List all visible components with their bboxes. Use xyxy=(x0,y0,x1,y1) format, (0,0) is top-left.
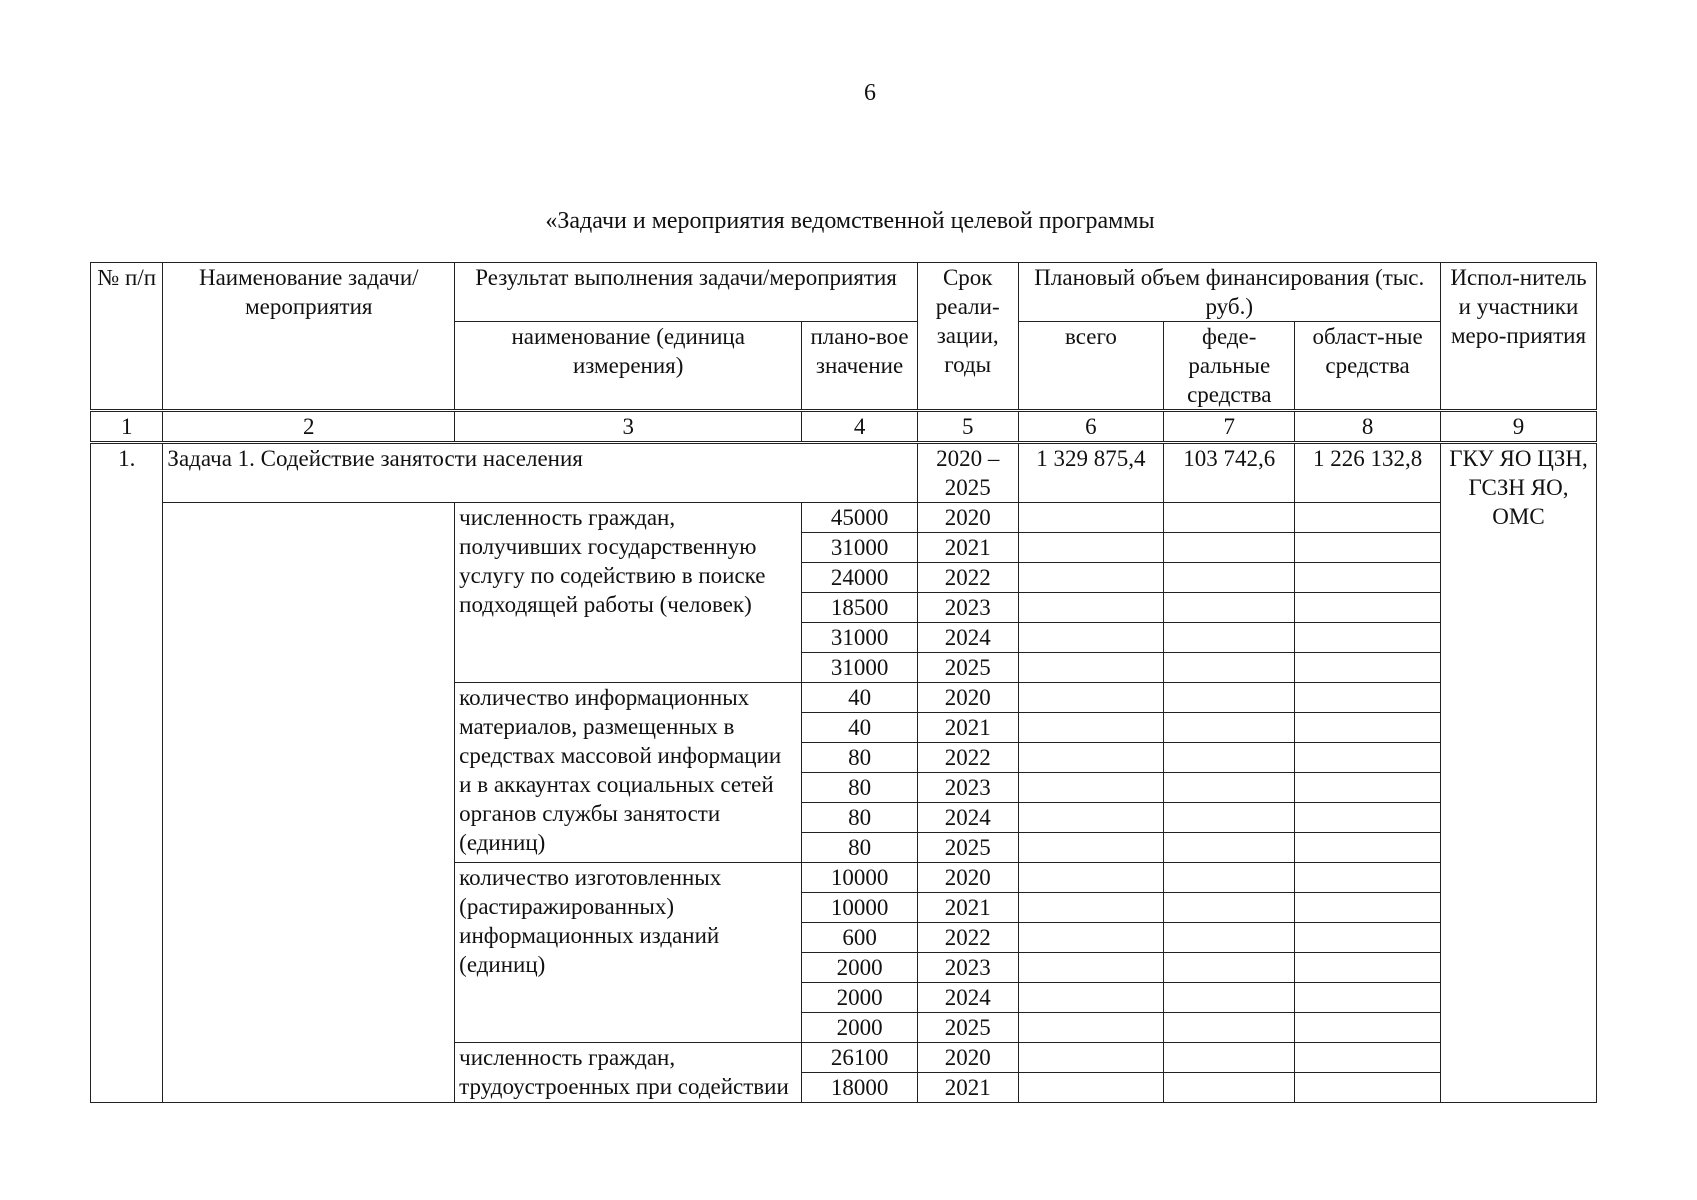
funding-total-empty xyxy=(1018,1043,1164,1073)
indicator-value: 24000 xyxy=(802,563,918,593)
indicator-year: 2021 xyxy=(917,533,1018,563)
funding-total-empty xyxy=(1018,713,1164,743)
indicator-value: 26100 xyxy=(802,1043,918,1073)
funding-regional-empty xyxy=(1295,893,1441,923)
task-term: 2020 – 2025 xyxy=(917,443,1018,503)
task-executor: ГКУ ЯО ЦЗН, ГСЗН ЯО, ОМС xyxy=(1441,443,1597,1103)
activity-name-empty xyxy=(163,503,455,1103)
indicator-value: 600 xyxy=(802,923,918,953)
funding-total-empty xyxy=(1018,863,1164,893)
funding-total-empty xyxy=(1018,1073,1164,1103)
funding-federal-empty xyxy=(1164,713,1295,743)
funding-federal-empty xyxy=(1164,653,1295,683)
indicator-year: 2020 xyxy=(917,863,1018,893)
header-no: № п/п xyxy=(91,263,163,411)
indicator-value: 10000 xyxy=(802,863,918,893)
funding-regional-empty xyxy=(1295,1043,1441,1073)
indicator-year: 2024 xyxy=(917,983,1018,1013)
funding-total-empty xyxy=(1018,803,1164,833)
funding-total-empty xyxy=(1018,623,1164,653)
task-number: 1. xyxy=(91,443,163,1103)
column-number: 8 xyxy=(1295,411,1441,443)
indicator-value: 80 xyxy=(802,773,918,803)
indicator-value: 31000 xyxy=(802,623,918,653)
indicator-value: 40 xyxy=(802,683,918,713)
task-total: 1 329 875,4 xyxy=(1018,443,1164,503)
indicator-year: 2025 xyxy=(917,1013,1018,1043)
indicator-year: 2022 xyxy=(917,563,1018,593)
indicator-year: 2023 xyxy=(917,593,1018,623)
column-number: 5 xyxy=(917,411,1018,443)
indicator-value: 10000 xyxy=(802,893,918,923)
column-number: 7 xyxy=(1164,411,1295,443)
indicator-value: 40 xyxy=(802,713,918,743)
funding-total-empty xyxy=(1018,1013,1164,1043)
indicator-year: 2021 xyxy=(917,1073,1018,1103)
funding-federal-empty xyxy=(1164,863,1295,893)
indicator-year: 2025 xyxy=(917,833,1018,863)
funding-regional-empty xyxy=(1295,983,1441,1013)
funding-federal-empty xyxy=(1164,923,1295,953)
funding-total-empty xyxy=(1018,743,1164,773)
indicator-value: 45000 xyxy=(802,503,918,533)
indicator-year: 2022 xyxy=(917,743,1018,773)
indicator-year: 2021 xyxy=(917,893,1018,923)
column-numbers-row xyxy=(91,411,1597,443)
funding-regional-empty xyxy=(1295,1073,1441,1103)
column-number: 2 xyxy=(163,411,455,443)
funding-total-empty xyxy=(1018,683,1164,713)
indicator-year: 2020 xyxy=(917,503,1018,533)
funding-regional-empty xyxy=(1295,1013,1441,1043)
funding-total-empty xyxy=(1018,533,1164,563)
funding-regional-empty xyxy=(1295,563,1441,593)
funding-federal-empty xyxy=(1164,833,1295,863)
header-result-name: наименование (единица измерения) xyxy=(455,322,802,411)
funding-regional-empty xyxy=(1295,863,1441,893)
funding-federal-empty xyxy=(1164,773,1295,803)
funding-regional-empty xyxy=(1295,803,1441,833)
funding-federal-empty xyxy=(1164,803,1295,833)
funding-federal-empty xyxy=(1164,953,1295,983)
indicator-value: 2000 xyxy=(802,1013,918,1043)
indicator-value: 18000 xyxy=(802,1073,918,1103)
funding-total-empty xyxy=(1018,983,1164,1013)
indicator-year: 2020 xyxy=(917,683,1018,713)
column-number: 3 xyxy=(455,411,802,443)
funding-federal-empty xyxy=(1164,893,1295,923)
task-name: Задача 1. Содействие занятости населения xyxy=(163,443,917,503)
indicator-year: 2021 xyxy=(917,713,1018,743)
funding-federal-empty xyxy=(1164,983,1295,1013)
task-row xyxy=(91,443,1597,503)
indicator-year: 2025 xyxy=(917,653,1018,683)
indicator-value: 18500 xyxy=(802,593,918,623)
funding-total-empty xyxy=(1018,923,1164,953)
header-federal: феде-ральные средства xyxy=(1164,322,1295,411)
task-federal: 103 742,6 xyxy=(1164,443,1295,503)
funding-regional-empty xyxy=(1295,623,1441,653)
funding-total-empty xyxy=(1018,593,1164,623)
header-planned-value: плано-вое значение xyxy=(802,322,918,411)
indicator-name: количество информационных материалов, размещенных в средствах массовой информации и в аккаунтах социальных сетей органов службы занятости (единиц) xyxy=(455,683,802,863)
funding-total-empty xyxy=(1018,893,1164,923)
funding-federal-empty xyxy=(1164,1013,1295,1043)
funding-total-empty xyxy=(1018,953,1164,983)
funding-total-empty xyxy=(1018,503,1164,533)
funding-total-empty xyxy=(1018,653,1164,683)
funding-federal-empty xyxy=(1164,683,1295,713)
funding-federal-empty xyxy=(1164,623,1295,653)
indicator-value: 2000 xyxy=(802,953,918,983)
indicator-name: численность граждан, трудоустроенных при содействии xyxy=(455,1043,802,1103)
header-total: всего xyxy=(1018,322,1164,411)
funding-federal-empty xyxy=(1164,503,1295,533)
funding-regional-empty xyxy=(1295,533,1441,563)
document-title: «Задачи и мероприятия ведомственной целевой программы xyxy=(545,208,1155,234)
funding-regional-empty xyxy=(1295,743,1441,773)
header-regional: област-ные средства xyxy=(1295,322,1441,411)
funding-federal-empty xyxy=(1164,533,1295,563)
program-table xyxy=(90,262,1597,1103)
indicator-year: 2022 xyxy=(917,923,1018,953)
page-number: 6 xyxy=(864,80,876,106)
funding-regional-empty xyxy=(1295,953,1441,983)
indicator-name: численность граждан, получивших государственную услугу по содействию в поиске подходящей работы (человек) xyxy=(455,503,802,683)
funding-regional-empty xyxy=(1295,833,1441,863)
funding-regional-empty xyxy=(1295,683,1441,713)
indicator-year: 2023 xyxy=(917,953,1018,983)
indicator-value: 2000 xyxy=(802,983,918,1013)
indicator-value: 80 xyxy=(802,833,918,863)
funding-regional-empty xyxy=(1295,653,1441,683)
indicator-year: 2024 xyxy=(917,623,1018,653)
header-funding: Плановый объем финансирования (тыс. руб.) xyxy=(1018,263,1441,322)
indicator-name: количество изготовленных (растиражированных) информационных изданий (единиц) xyxy=(455,863,802,1043)
column-number: 4 xyxy=(802,411,918,443)
indicator-year: 2020 xyxy=(917,1043,1018,1073)
funding-federal-empty xyxy=(1164,563,1295,593)
funding-regional-empty xyxy=(1295,923,1441,953)
column-number: 6 xyxy=(1018,411,1164,443)
indicator-year: 2023 xyxy=(917,773,1018,803)
column-number: 1 xyxy=(91,411,163,443)
funding-federal-empty xyxy=(1164,593,1295,623)
funding-regional-empty xyxy=(1295,713,1441,743)
funding-federal-empty xyxy=(1164,743,1295,773)
header-term: Срок реали-зации, годы xyxy=(917,263,1018,411)
funding-federal-empty xyxy=(1164,1073,1295,1103)
indicator-row xyxy=(91,503,1597,533)
indicator-year: 2024 xyxy=(917,803,1018,833)
task-regional: 1 226 132,8 xyxy=(1295,443,1441,503)
funding-regional-empty xyxy=(1295,773,1441,803)
indicator-value: 80 xyxy=(802,803,918,833)
header-result: Результат выполнения задачи/мероприятия xyxy=(455,263,918,322)
funding-federal-empty xyxy=(1164,1043,1295,1073)
indicator-value: 80 xyxy=(802,743,918,773)
funding-total-empty xyxy=(1018,773,1164,803)
funding-regional-empty xyxy=(1295,593,1441,623)
table-body xyxy=(91,443,1597,1103)
funding-total-empty xyxy=(1018,833,1164,863)
header-task-name: Наименование задачи/мероприятия xyxy=(163,263,455,411)
indicator-value: 31000 xyxy=(802,533,918,563)
funding-regional-empty xyxy=(1295,503,1441,533)
header-executor: Испол-нитель и участники меро-приятия xyxy=(1441,263,1597,411)
column-number: 9 xyxy=(1441,411,1597,443)
funding-total-empty xyxy=(1018,563,1164,593)
indicator-value: 31000 xyxy=(802,653,918,683)
